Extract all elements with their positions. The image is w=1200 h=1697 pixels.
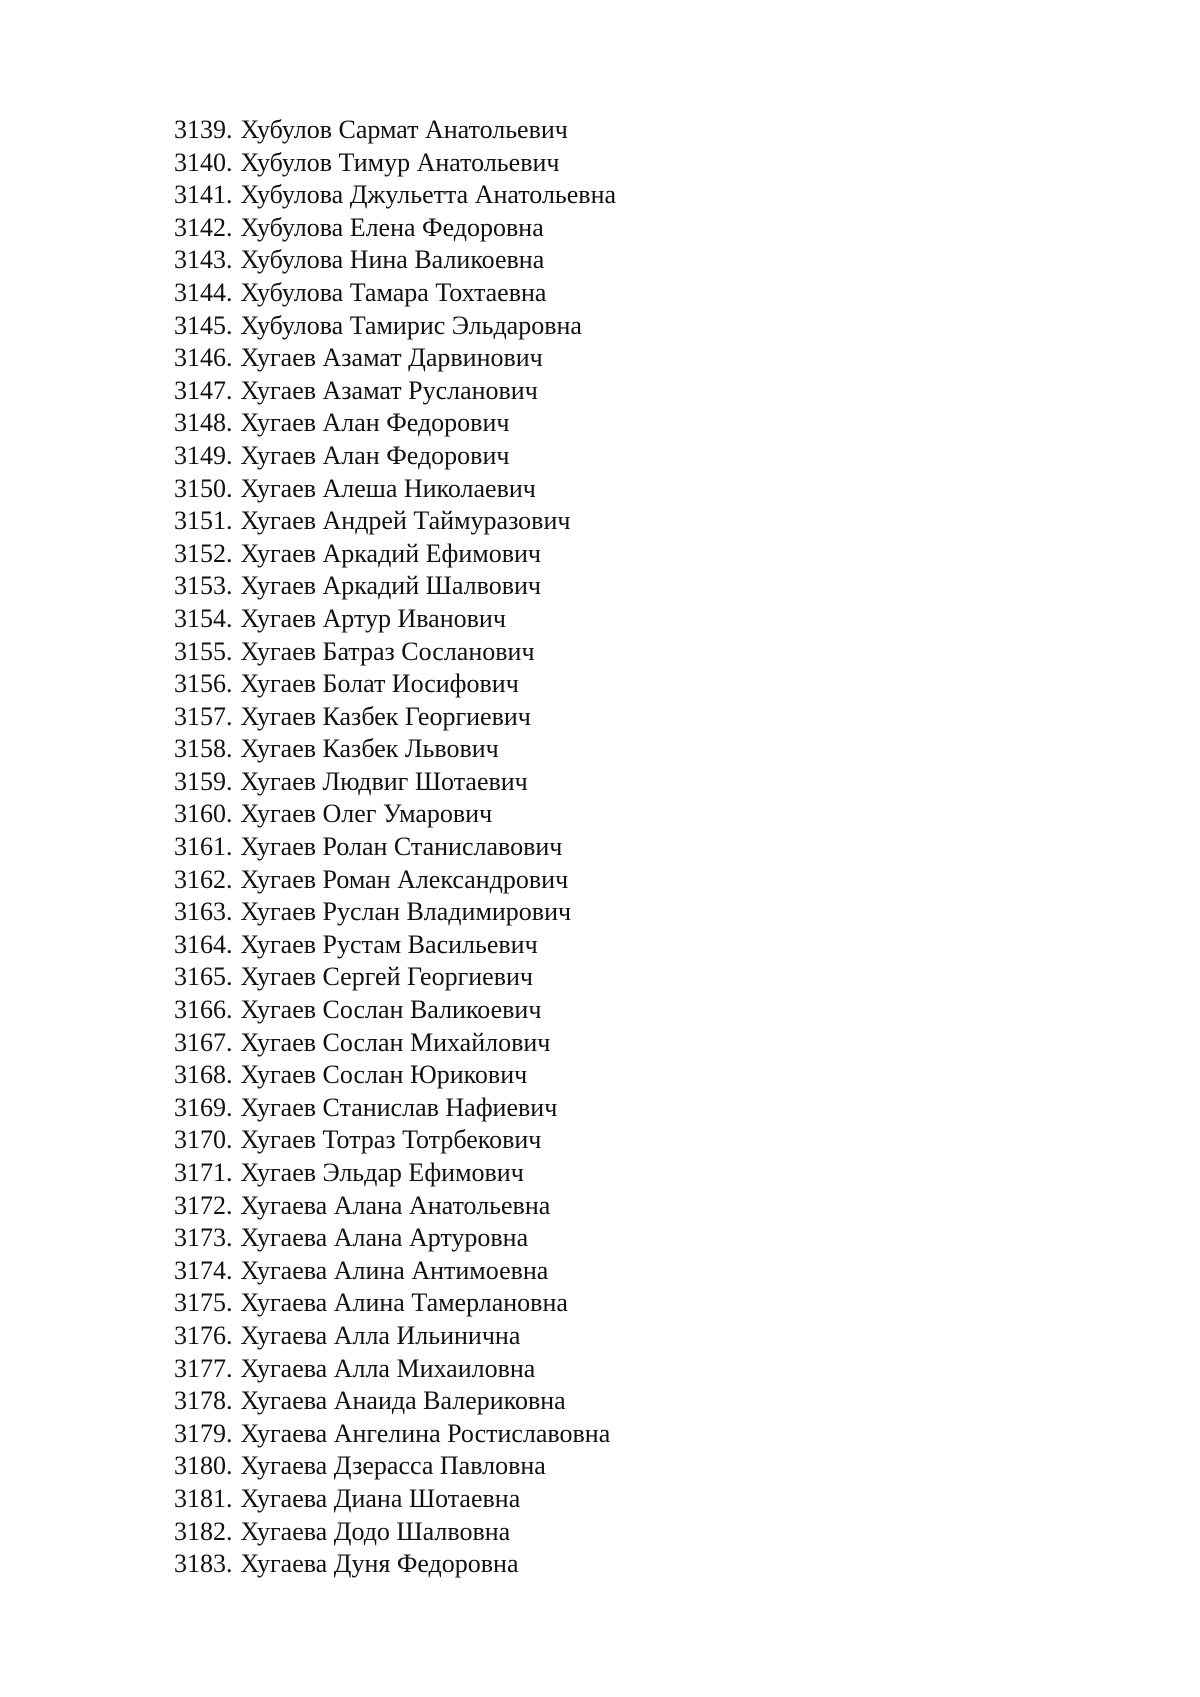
entry-name: Хугаев Казбек Львович xyxy=(240,734,499,764)
entry-name: Хугаев Алан Федорович xyxy=(240,408,510,438)
entry-number: 3148. xyxy=(174,408,233,438)
entry-name: Хугаев Казбек Георгиевич xyxy=(240,701,531,731)
list-item xyxy=(174,538,616,571)
entry-number: 3158. xyxy=(174,734,233,764)
list-item xyxy=(174,310,616,343)
entry-number: 3142. xyxy=(174,212,233,242)
list-item xyxy=(174,375,616,408)
entry-number: 3160. xyxy=(174,799,233,829)
entry-name: Хугаева Алла Михаиловна xyxy=(240,1353,536,1383)
entry-name: Хугаев Сослан Михайлович xyxy=(240,1027,551,1057)
entry-name: Хугаева Дуня Федоровна xyxy=(240,1549,519,1579)
entry-name: Хугаев Батраз Сосланович xyxy=(240,636,535,666)
list-item xyxy=(174,473,616,506)
list-item xyxy=(174,440,616,473)
entry-name: Хугаева Ангелина Ростиславовна xyxy=(240,1418,611,1448)
entry-name: Хугаев Станислав Нафиевич xyxy=(240,1092,558,1122)
entry-name: Хугаева Алана Артуровна xyxy=(240,1223,529,1253)
entry-name: Хубулова Нина Валикоевна xyxy=(240,245,545,275)
list-item xyxy=(174,603,616,636)
list-item xyxy=(174,1418,616,1451)
list-item xyxy=(174,831,616,864)
entry-name: Хугаева Анаида Валериковна xyxy=(240,1386,566,1416)
entry-name: Хубулов Тимур Анатольевич xyxy=(240,147,560,177)
entry-name: Хугаев Артур Иванович xyxy=(240,603,506,633)
entry-number: 3183. xyxy=(174,1549,233,1579)
entry-number: 3154. xyxy=(174,603,233,633)
entry-number: 3167. xyxy=(174,1027,233,1057)
entry-number: 3164. xyxy=(174,929,233,959)
entry-number: 3151. xyxy=(174,506,233,536)
entry-name: Хубулова Джульетта Анатольевна xyxy=(240,180,617,210)
list-item xyxy=(174,147,616,180)
entry-number: 3140. xyxy=(174,147,233,177)
entry-number: 3174. xyxy=(174,1255,233,1285)
list-item xyxy=(174,212,616,245)
list-item xyxy=(174,505,616,538)
entry-number: 3143. xyxy=(174,245,233,275)
entry-number: 3171. xyxy=(174,1158,233,1187)
entry-number: 3172. xyxy=(174,1190,233,1220)
list-item xyxy=(174,1027,616,1060)
entry-number: 3166. xyxy=(174,995,233,1025)
entry-number: 3173. xyxy=(174,1223,233,1253)
entry-name: Хугаев Рустам Васильевич xyxy=(240,929,538,959)
list-item xyxy=(174,668,616,701)
entry-number: 3165. xyxy=(174,962,233,992)
entry-name: Хугаев Руслан Владимирович xyxy=(240,897,572,927)
entry-name: Хубулов Сармат Анатольевич xyxy=(240,115,568,144)
entry-number: 3149. xyxy=(174,440,233,470)
entry-name: Хубулова Тамара Тохтаевна xyxy=(240,277,547,307)
entry-name: Хугаева Алла Ильинична xyxy=(240,1320,521,1350)
entry-name: Хубулова Тамирис Эльдаровна xyxy=(240,310,582,340)
list-item xyxy=(174,1124,616,1157)
list-item xyxy=(174,1320,616,1353)
entry-number: 3144. xyxy=(174,277,233,307)
list-item xyxy=(174,798,616,831)
entry-name: Хугаев Сергей Георгиевич xyxy=(240,962,533,992)
list-item xyxy=(174,1483,616,1516)
entry-name: Хубулова Елена Федоровна xyxy=(240,212,544,242)
entry-name: Хугаев Людвиг Шотаевич xyxy=(240,766,528,796)
list-item xyxy=(174,766,616,799)
entry-number: 3168. xyxy=(174,1060,233,1090)
entry-name: Хугаев Азамат Русланович xyxy=(240,375,538,405)
entry-name: Хугаев Ролан Станиславович xyxy=(240,832,563,862)
list-item xyxy=(174,1516,616,1549)
entry-name: Хугаев Азамат Дарвинович xyxy=(240,343,543,373)
name-list xyxy=(174,114,616,1581)
list-item xyxy=(174,994,616,1027)
list-item xyxy=(174,114,616,147)
list-item xyxy=(174,1287,616,1320)
entry-name: Хугаев Сослан Юрикович xyxy=(240,1060,528,1090)
entry-number: 3161. xyxy=(174,832,233,862)
list-item xyxy=(174,179,616,212)
entry-name: Хугаев Эльдар Ефимович xyxy=(240,1158,524,1187)
entry-number: 3152. xyxy=(174,538,233,568)
list-item xyxy=(174,1385,616,1418)
entry-number: 3147. xyxy=(174,375,233,405)
entry-number: 3180. xyxy=(174,1451,233,1481)
list-item xyxy=(174,1092,616,1125)
entry-name: Хугаева Алина Антимоевна xyxy=(240,1255,549,1285)
entry-name: Хугаева Алина Тамерлановна xyxy=(240,1288,568,1318)
entry-name: Хугаев Роман Александрович xyxy=(240,864,569,894)
list-item xyxy=(174,1548,616,1581)
list-item xyxy=(174,1059,616,1092)
list-item xyxy=(174,407,616,440)
list-item xyxy=(174,733,616,766)
entry-number: 3146. xyxy=(174,343,233,373)
list-item xyxy=(174,1255,616,1288)
entry-name: Хугаев Олег Умарович xyxy=(240,799,493,829)
list-item xyxy=(174,1353,616,1386)
entry-name: Хугаев Болат Иосифович xyxy=(240,669,519,699)
list-item xyxy=(174,1190,616,1223)
entry-name: Хугаев Аркадий Ефимович xyxy=(240,538,541,568)
entry-name: Хугаев Тотраз Тотрбекович xyxy=(240,1125,542,1155)
list-item xyxy=(174,1157,616,1190)
entry-number: 3177. xyxy=(174,1353,233,1383)
entry-number: 3145. xyxy=(174,310,233,340)
list-item xyxy=(174,342,616,375)
entry-name: Хугаев Сослан Валикоевич xyxy=(240,995,542,1025)
entry-number: 3159. xyxy=(174,766,233,796)
list-item xyxy=(174,277,616,310)
list-item xyxy=(174,1222,616,1255)
entry-number: 3157. xyxy=(174,701,233,731)
entry-number: 3170. xyxy=(174,1125,233,1155)
entry-number: 3155. xyxy=(174,636,233,666)
list-item xyxy=(174,864,616,897)
entry-number: 3156. xyxy=(174,669,233,699)
entry-number: 3181. xyxy=(174,1483,233,1513)
entry-number: 3176. xyxy=(174,1320,233,1350)
entry-number: 3169. xyxy=(174,1092,233,1122)
entry-number: 3141. xyxy=(174,180,233,210)
list-item xyxy=(174,244,616,277)
entry-number: 3153. xyxy=(174,571,233,601)
entry-name: Хугаева Диана Шотаевна xyxy=(240,1483,521,1513)
list-item xyxy=(174,929,616,962)
list-item xyxy=(174,896,616,929)
entry-number: 3179. xyxy=(174,1418,233,1448)
entry-name: Хугаева Дзерасса Павловна xyxy=(240,1451,546,1481)
list-item xyxy=(174,961,616,994)
list-item xyxy=(174,570,616,603)
entry-number: 3182. xyxy=(174,1516,233,1546)
entry-name: Хугаева Алана Анатольевна xyxy=(240,1190,551,1220)
entry-number: 3178. xyxy=(174,1386,233,1416)
list-item xyxy=(174,1450,616,1483)
entry-number: 3163. xyxy=(174,897,233,927)
entry-number: 3150. xyxy=(174,473,233,503)
entry-number: 3175. xyxy=(174,1288,233,1318)
entry-number: 3139. xyxy=(174,115,233,144)
list-item xyxy=(174,701,616,734)
entry-name: Хугаева Додо Шалвовна xyxy=(240,1516,511,1546)
entry-number: 3162. xyxy=(174,864,233,894)
entry-name: Хугаев Аркадий Шалвович xyxy=(240,571,541,601)
entry-name: Хугаев Алеша Николаевич xyxy=(240,473,536,503)
entry-name: Хугаев Андрей Таймуразович xyxy=(240,506,571,536)
list-item xyxy=(174,636,616,669)
entry-name: Хугаев Алан Федорович xyxy=(240,440,510,470)
